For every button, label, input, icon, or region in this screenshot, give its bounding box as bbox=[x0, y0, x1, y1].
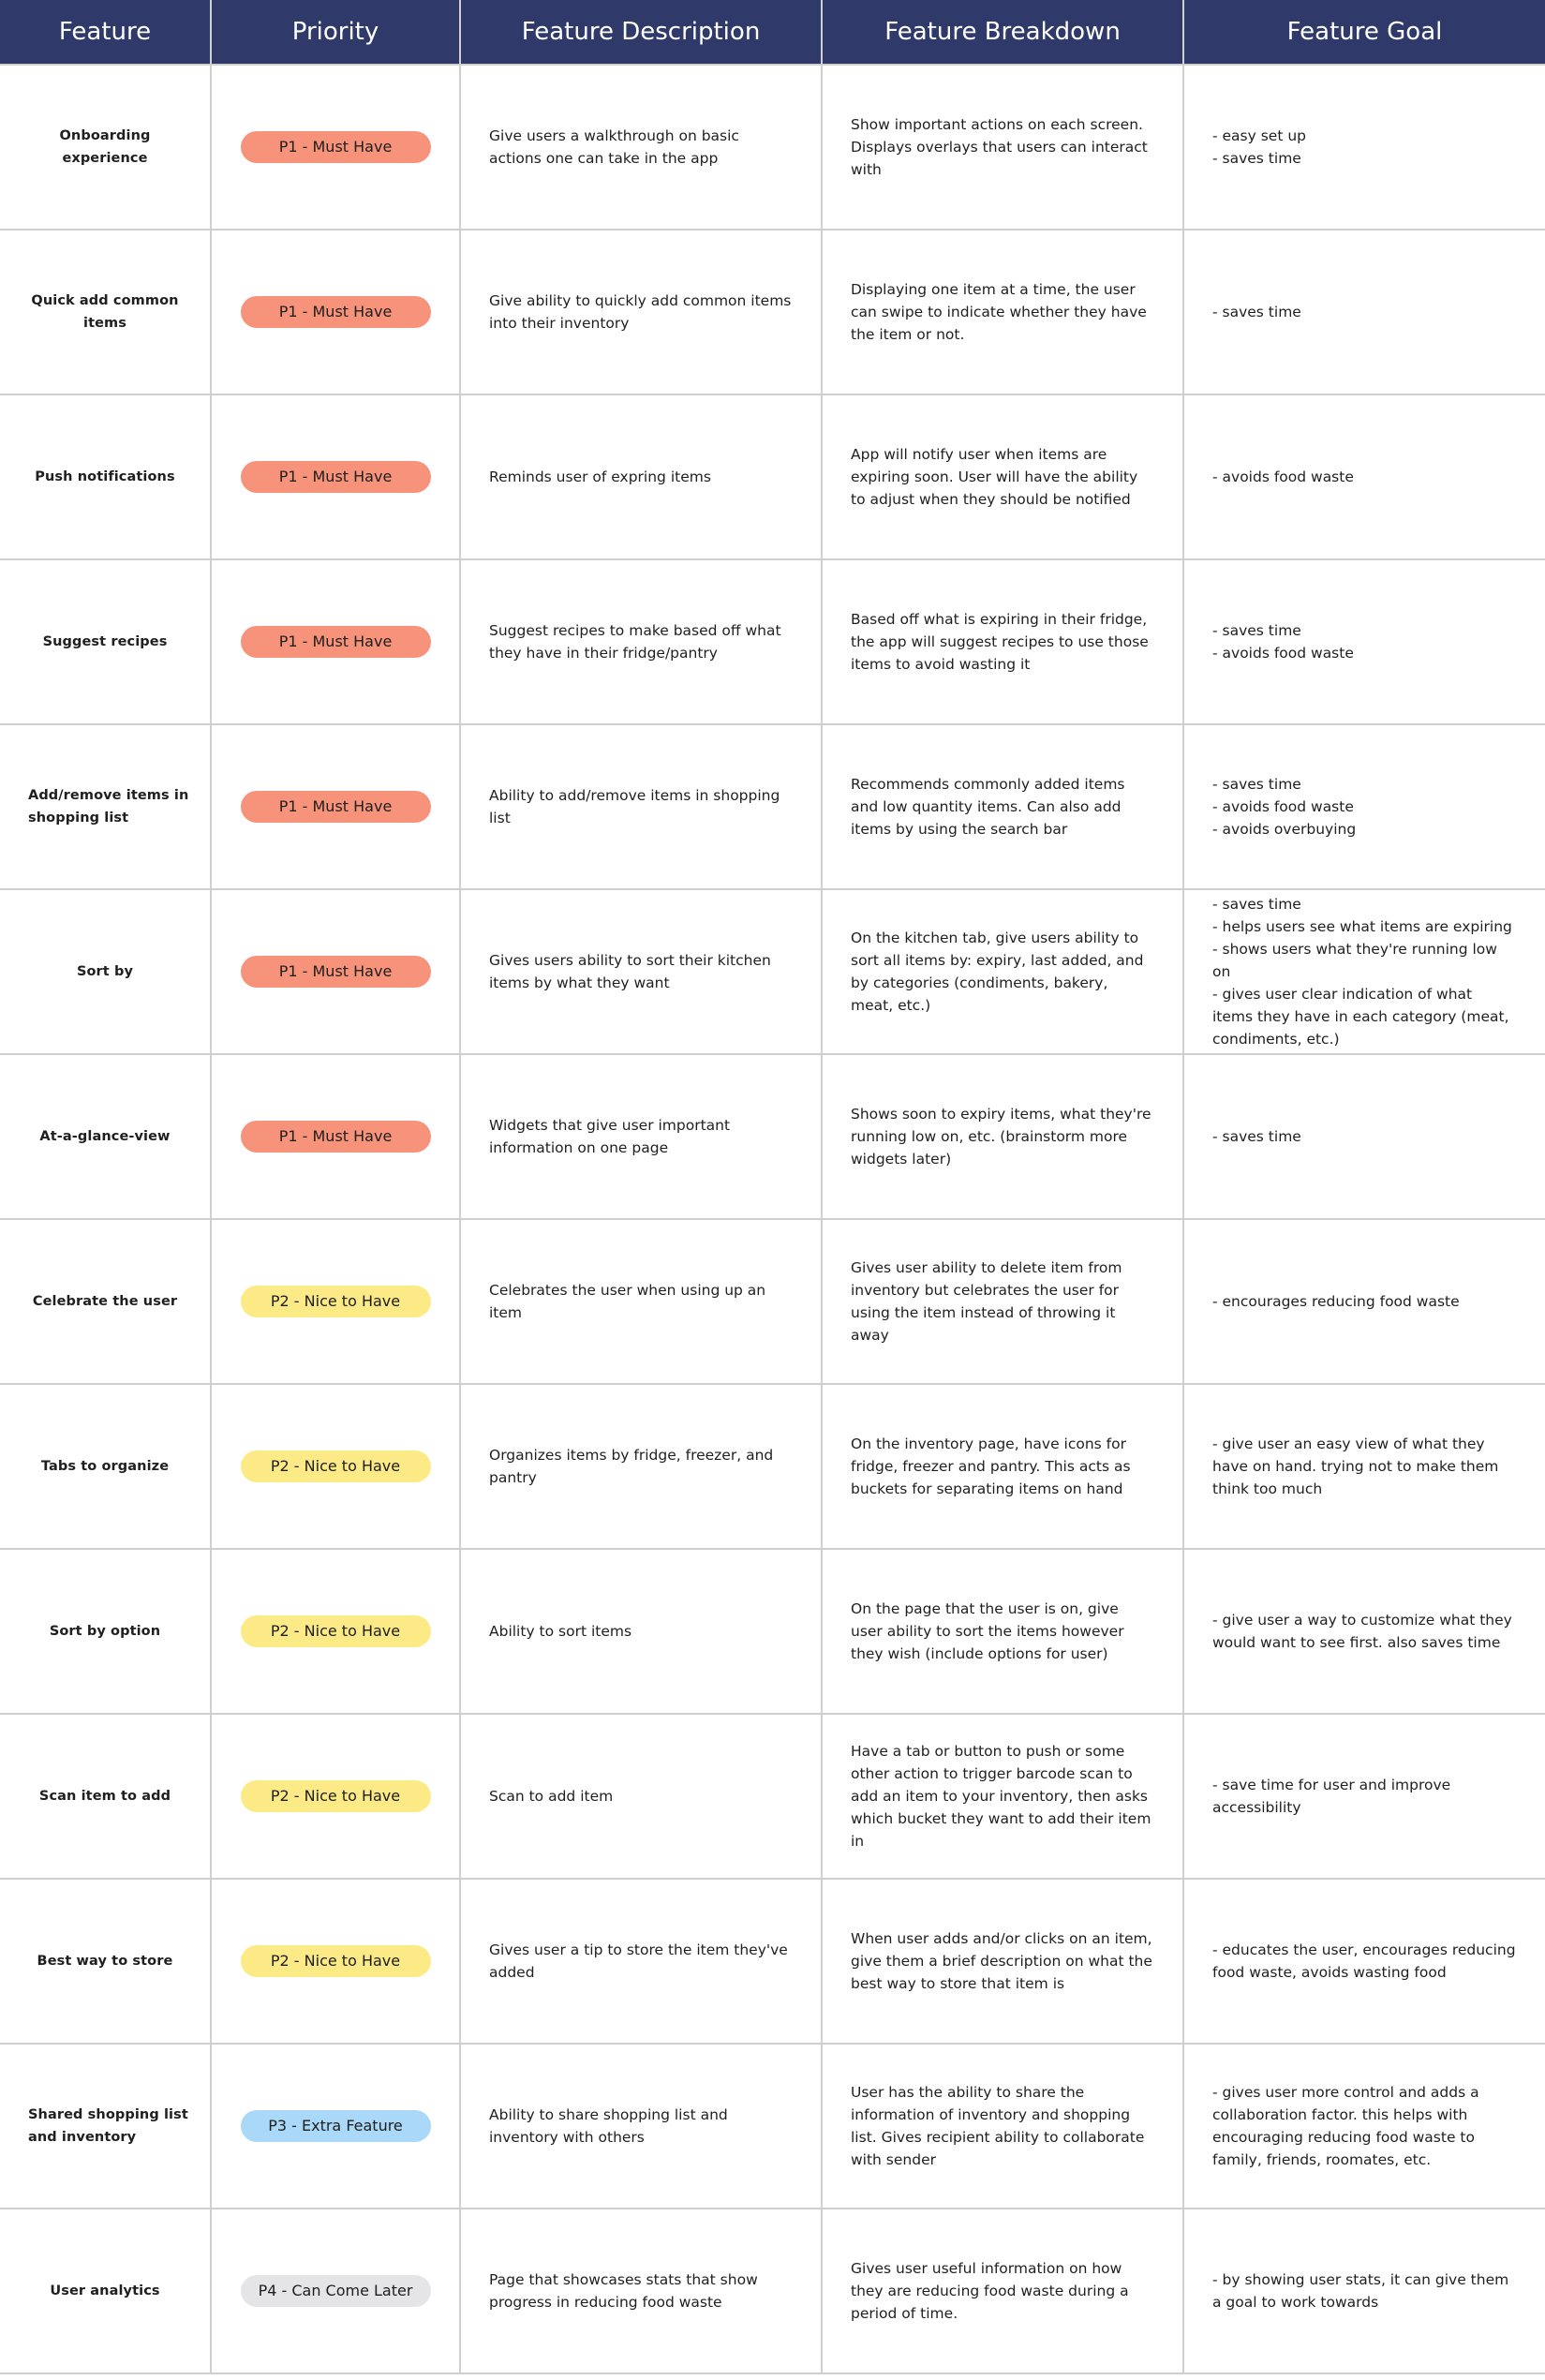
feature-goal-text: - save time for user and improve accessibility bbox=[1212, 1777, 1451, 1816]
feature-breakdown-text: User has the ability to share the information of inventory and shopping list. Gives recipient ability to collaborate with sender bbox=[851, 2084, 1145, 2168]
header-feature-goal: Feature Goal bbox=[1183, 0, 1545, 65]
priority-badge: P2 - Nice to Have bbox=[241, 1780, 431, 1812]
feature-name-cell: Add/remove items in shopping list bbox=[0, 724, 211, 889]
feature-breakdown-text: Shows soon to expiry items, what they're running low on, etc. (brainstorm more widgets later) bbox=[851, 1106, 1151, 1168]
feature-description-cell bbox=[460, 889, 822, 1054]
header-feature: Feature bbox=[0, 0, 211, 65]
priority-cell bbox=[211, 724, 460, 889]
feature-breakdown-cell bbox=[822, 1384, 1183, 1549]
priority-badge: P2 - Nice to Have bbox=[241, 1945, 431, 1977]
priority-badge: P2 - Nice to Have bbox=[241, 1450, 431, 1482]
feature-description-text: Organizes items by fridge, freezer, and pantry bbox=[489, 1447, 774, 1486]
feature-description-text: Scan to add item bbox=[489, 1788, 614, 1805]
header-priority: Priority bbox=[211, 0, 460, 65]
feature-description-cell bbox=[460, 394, 822, 559]
feature-description-text: Ability to sort items bbox=[489, 1623, 632, 1640]
priority-cell bbox=[211, 1054, 460, 1219]
feature-breakdown-cell bbox=[822, 724, 1183, 889]
feature-goal-cell bbox=[1183, 1384, 1545, 1549]
feature-description-cell bbox=[460, 1219, 822, 1384]
priority-cell bbox=[211, 1714, 460, 1879]
feature-name-cell: Quick add common items bbox=[0, 230, 211, 394]
feature-goal-text: - saves time - helps users see what items are expiring - shows users what they're running low on - gives user clear indication of what items they have in each category (meat, condiments, etc.) bbox=[1212, 896, 1512, 1048]
feature-goal-text: - educates the user, encourages reducing food waste, avoids wasting food bbox=[1212, 1941, 1516, 1981]
priority-cell bbox=[211, 2044, 460, 2209]
table-row bbox=[0, 1879, 1545, 2044]
feature-description-text: Widgets that give user important information on one page bbox=[489, 1117, 731, 1156]
feature-breakdown-cell bbox=[822, 1549, 1183, 1714]
feature-breakdown-cell bbox=[822, 2044, 1183, 2209]
feature-description-text: Gives user a tip to store the item they've added bbox=[489, 1941, 788, 1981]
table-row bbox=[0, 559, 1545, 724]
feature-description-cell bbox=[460, 1384, 822, 1549]
feature-description-cell bbox=[460, 230, 822, 394]
table-row bbox=[0, 889, 1545, 1054]
table-row bbox=[0, 1054, 1545, 1219]
feature-breakdown-text: Show important actions on each screen. Displays overlays that users can interact with bbox=[851, 116, 1148, 178]
feature-description-text: Celebrates the user when using up an item bbox=[489, 1282, 766, 1321]
feature-goal-cell bbox=[1183, 1714, 1545, 1879]
priority-cell bbox=[211, 1549, 460, 1714]
feature-description-text: Reminds user of expring items bbox=[489, 469, 711, 485]
feature-goal-text: - give user an easy view of what they have on hand. trying not to make them think too much bbox=[1212, 1435, 1499, 1497]
feature-goal-cell bbox=[1183, 65, 1545, 230]
feature-name-cell: Best way to store bbox=[0, 1879, 211, 2044]
feature-goal-text: - by showing user stats, it can give them a goal to work towards bbox=[1212, 2271, 1509, 2311]
feature-breakdown-cell bbox=[822, 559, 1183, 724]
feature-description-text: Suggest recipes to make based off what they have in their fridge/pantry bbox=[489, 622, 781, 662]
table-row bbox=[0, 2209, 1545, 2373]
feature-description-cell bbox=[460, 1879, 822, 2044]
priority-badge: P2 - Nice to Have bbox=[241, 1615, 431, 1647]
feature-breakdown-cell bbox=[822, 1879, 1183, 2044]
feature-breakdown-text: On the kitchen tab, give users ability to sort all items by: expiry, last added, and by categories (condiments, bakery, meat, etc.) bbox=[851, 930, 1144, 1014]
priority-badge: P1 - Must Have bbox=[241, 131, 431, 163]
priority-badge: P1 - Must Have bbox=[241, 1121, 431, 1153]
feature-goal-text: - avoids food waste bbox=[1212, 469, 1354, 485]
feature-description-text: Page that showcases stats that show progress in reducing food waste bbox=[489, 2271, 758, 2311]
feature-breakdown-text: On the page that the user is on, give user ability to sort the items however they wish (include options for user) bbox=[851, 1600, 1124, 1662]
feature-breakdown-cell bbox=[822, 1054, 1183, 1219]
feature-goal-text: - gives user more control and adds a collaboration factor. this helps with encouraging reducing food waste to family, friends, roomates, etc. bbox=[1212, 2084, 1479, 2168]
feature-breakdown-cell bbox=[822, 1219, 1183, 1384]
table-row bbox=[0, 230, 1545, 394]
feature-goal-text: - saves time - avoids food waste - avoids overbuying bbox=[1212, 776, 1357, 838]
feature-name-cell: User analytics bbox=[0, 2209, 211, 2373]
table-header bbox=[0, 0, 1545, 65]
table-row bbox=[0, 2044, 1545, 2209]
priority-badge: P4 - Can Come Later bbox=[241, 2275, 431, 2307]
feature-goal-cell bbox=[1183, 1219, 1545, 1384]
priority-cell bbox=[211, 1219, 460, 1384]
feature-goal-cell bbox=[1183, 1549, 1545, 1714]
table-row bbox=[0, 724, 1545, 889]
feature-goal-cell bbox=[1183, 230, 1545, 394]
table-row bbox=[0, 1219, 1545, 1384]
feature-goal-cell bbox=[1183, 394, 1545, 559]
feature-breakdown-cell bbox=[822, 889, 1183, 1054]
feature-breakdown-text: App will notify user when items are expiring soon. User will have the ability to adjust when they should be notified bbox=[851, 446, 1138, 508]
feature-name-cell: Celebrate the user bbox=[0, 1219, 211, 1384]
feature-description-cell bbox=[460, 2209, 822, 2373]
feature-breakdown-cell bbox=[822, 1714, 1183, 1879]
header-row bbox=[0, 0, 1545, 65]
priority-cell bbox=[211, 2209, 460, 2373]
priority-badge: P1 - Must Have bbox=[241, 626, 431, 658]
feature-description-cell bbox=[460, 1549, 822, 1714]
feature-goal-cell bbox=[1183, 2209, 1545, 2373]
feature-breakdown-text: On the inventory page, have icons for fridge, freezer and pantry. This acts as buckets for separating items on hand bbox=[851, 1435, 1131, 1497]
feature-name-cell: Sort by option bbox=[0, 1549, 211, 1714]
feature-breakdown-text: Gives user ability to delete item from inventory but celebrates the user for using the item instead of throwing it away bbox=[851, 1259, 1122, 1344]
feature-goal-text: - easy set up - saves time bbox=[1212, 127, 1307, 167]
feature-name-cell: Scan item to add bbox=[0, 1714, 211, 1879]
feature-breakdown-text: When user adds and/or clicks on an item, give them a brief description on what the best way to store that item is bbox=[851, 1930, 1152, 1992]
feature-breakdown-text: Gives user useful information on how they are reducing food waste during a period of time. bbox=[851, 2260, 1129, 2322]
priority-cell bbox=[211, 1384, 460, 1549]
table-row bbox=[0, 1714, 1545, 1879]
feature-goal-text: - give user a way to customize what they would want to see first. also saves time bbox=[1212, 1612, 1512, 1651]
table-row bbox=[0, 1549, 1545, 1714]
priority-badge: P1 - Must Have bbox=[241, 296, 431, 328]
feature-description-text: Ability to add/remove items in shopping list bbox=[489, 787, 780, 826]
priority-cell bbox=[211, 394, 460, 559]
feature-name-cell: Sort by bbox=[0, 889, 211, 1054]
feature-name-cell: Tabs to organize bbox=[0, 1384, 211, 1549]
feature-description-text: Give ability to quickly add common items into their inventory bbox=[489, 292, 792, 332]
feature-description-cell bbox=[460, 559, 822, 724]
priority-cell bbox=[211, 1879, 460, 2044]
feature-goal-cell bbox=[1183, 559, 1545, 724]
feature-name-cell: Shared shopping list and inventory bbox=[0, 2044, 211, 2209]
table-row bbox=[0, 394, 1545, 559]
feature-description-text: Ability to share shopping list and inventory with others bbox=[489, 2106, 728, 2146]
feature-name-cell: Suggest recipes bbox=[0, 559, 211, 724]
feature-goal-cell bbox=[1183, 724, 1545, 889]
feature-goal-text: - saves time bbox=[1212, 304, 1301, 320]
feature-breakdown-cell bbox=[822, 65, 1183, 230]
table-body bbox=[0, 65, 1545, 2373]
feature-goal-cell bbox=[1183, 1054, 1545, 1219]
feature-goal-text: - encourages reducing food waste bbox=[1212, 1293, 1460, 1310]
feature-breakdown-text: Have a tab or button to push or some other action to trigger barcode scan to add an item to your inventory, then asks which bucket they want to add their item in bbox=[851, 1743, 1151, 1850]
header-feature-description: Feature Description bbox=[460, 0, 822, 65]
priority-badge: P1 - Must Have bbox=[241, 791, 431, 823]
priority-cell bbox=[211, 559, 460, 724]
feature-name-cell: Onboarding experience bbox=[0, 65, 211, 230]
feature-description-text: Give users a walkthrough on basic actions one can take in the app bbox=[489, 127, 739, 167]
priority-cell bbox=[211, 889, 460, 1054]
table-row bbox=[0, 65, 1545, 230]
priority-badge: P1 - Must Have bbox=[241, 956, 431, 988]
feature-description-cell bbox=[460, 724, 822, 889]
priority-cell bbox=[211, 230, 460, 394]
priority-badge: P1 - Must Have bbox=[241, 461, 431, 493]
header-feature-breakdown: Feature Breakdown bbox=[822, 0, 1183, 65]
feature-goal-cell bbox=[1183, 1879, 1545, 2044]
feature-breakdown-text: Displaying one item at a time, the user can swipe to indicate whether they have the item or not. bbox=[851, 281, 1147, 343]
table-row bbox=[0, 1384, 1545, 1549]
feature-goal-text: - saves time bbox=[1212, 1128, 1301, 1145]
priority-badge: P2 - Nice to Have bbox=[241, 1286, 431, 1317]
feature-breakdown-cell bbox=[822, 2209, 1183, 2373]
feature-description-text: Gives users ability to sort their kitchen items by what they want bbox=[489, 952, 771, 991]
feature-description-cell bbox=[460, 1054, 822, 1219]
feature-goal-cell bbox=[1183, 2044, 1545, 2209]
priority-badge: P3 - Extra Feature bbox=[241, 2110, 431, 2142]
feature-description-cell bbox=[460, 2044, 822, 2209]
feature-description-cell bbox=[460, 1714, 822, 1879]
feature-breakdown-text: Based off what is expiring in their fridge, the app will suggest recipes to use those items to avoid wasting it bbox=[851, 611, 1149, 673]
feature-breakdown-text: Recommends commonly added items and low quantity items. Can also add items by using the search bar bbox=[851, 776, 1125, 838]
feature-name-cell: At-a-glance-view bbox=[0, 1054, 211, 1219]
feature-name-cell: Push notifications bbox=[0, 394, 211, 559]
feature-breakdown-cell bbox=[822, 230, 1183, 394]
priority-cell bbox=[211, 65, 460, 230]
feature-breakdown-cell bbox=[822, 394, 1183, 559]
feature-goal-cell bbox=[1183, 889, 1545, 1054]
feature-description-cell bbox=[460, 65, 822, 230]
feature-goal-text: - saves time - avoids food waste bbox=[1212, 622, 1354, 662]
